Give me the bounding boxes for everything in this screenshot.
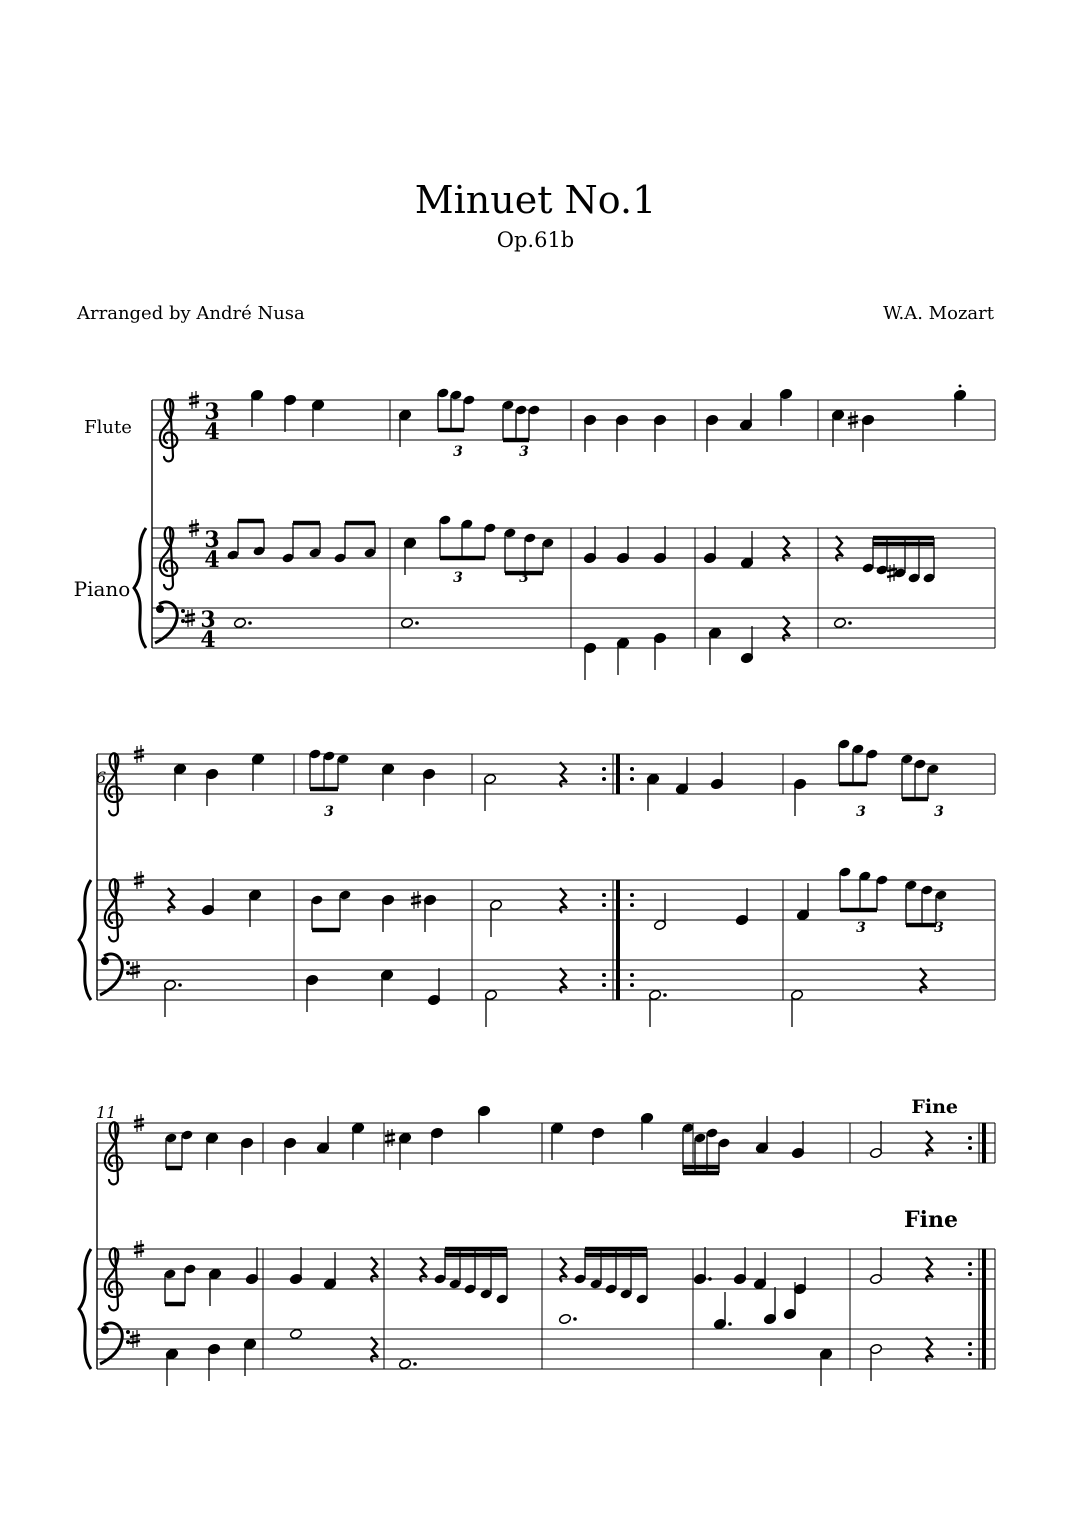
- repeat-dot: [602, 893, 606, 897]
- time-signature-bottom: 4: [204, 547, 220, 573]
- note-head: [398, 1358, 411, 1369]
- tuplet-number: 3: [856, 920, 866, 936]
- note-head: [833, 617, 846, 628]
- composer-credit: W.A. Mozart: [883, 303, 994, 324]
- repeat-dot: [630, 767, 634, 771]
- measure-number-6: 6: [96, 768, 107, 787]
- fine-marking-piano: Fine: [904, 1207, 958, 1233]
- repeat-dot: [602, 777, 606, 781]
- tuplet-number: 3: [856, 804, 866, 820]
- piano-bass-staff: [152, 608, 995, 648]
- tuplet-number: 3: [934, 804, 944, 820]
- augmentation-dot: [728, 1322, 732, 1326]
- repeat-dot: [602, 973, 606, 977]
- score-subtitle: Op.61b: [496, 228, 575, 252]
- repeat-dot: [968, 1146, 972, 1150]
- tuplet-number: 3: [453, 444, 463, 460]
- augmentation-dot: [178, 983, 182, 987]
- time-signature-top: 3: [204, 527, 220, 553]
- repeat-dot: [968, 1342, 972, 1346]
- repeat-dot: [968, 1262, 972, 1266]
- note-head: [400, 617, 413, 628]
- note-head: [233, 617, 246, 628]
- piano-treble-staff: [97, 1249, 995, 1289]
- arranger-credit: Arranged by André Nusa: [77, 303, 305, 324]
- repeat-dot: [630, 973, 634, 977]
- score-title: Minuet No.1: [414, 178, 657, 222]
- time-signature-bottom: 4: [200, 627, 216, 653]
- repeat-dot: [630, 903, 634, 907]
- piano-brace: [134, 528, 146, 648]
- piano-bass-staff: [97, 1329, 995, 1369]
- time-signature-bottom: 4: [204, 419, 220, 445]
- repeat-dot: [968, 1352, 972, 1356]
- time-signature-top: 3: [204, 399, 220, 425]
- piano-label: Piano: [73, 577, 131, 601]
- staccato-dot: [959, 385, 962, 388]
- repeat-dot: [630, 983, 634, 987]
- note-head: [558, 1313, 571, 1324]
- augmentation-dot: [413, 1362, 417, 1366]
- piano-bass-staff: [97, 960, 995, 1000]
- fine-marking-flute: Fine: [911, 1096, 958, 1118]
- flute-staff: [97, 1123, 995, 1163]
- augmentation-dot: [663, 993, 667, 997]
- augmentation-dot: [248, 621, 252, 625]
- note-head: [289, 1328, 302, 1339]
- repeat-thick-bar: [982, 1123, 986, 1163]
- tuplet-number: 3: [519, 444, 529, 460]
- augmentation-dot: [708, 1277, 712, 1281]
- flute-label: Flute: [84, 417, 132, 438]
- repeat-thick-bar: [616, 754, 620, 794]
- augmentation-dot: [415, 621, 419, 625]
- repeat-dot: [602, 903, 606, 907]
- repeat-dot: [630, 893, 634, 897]
- measure-number-11: 11: [96, 1103, 117, 1122]
- repeat-thick-bar: [616, 880, 620, 1000]
- flute-staff: [97, 754, 995, 794]
- repeat-thick-bar: [982, 1249, 986, 1369]
- time-signature-top: 3: [200, 607, 216, 633]
- tuplet-number: 3: [934, 920, 944, 936]
- tuplet-number: 3: [453, 570, 463, 586]
- augmentation-dot: [573, 1317, 577, 1321]
- repeat-dot: [602, 767, 606, 771]
- repeat-dot: [630, 777, 634, 781]
- piano-brace: [79, 880, 91, 1000]
- piano-treble-staff: [152, 528, 995, 568]
- repeat-dot: [602, 983, 606, 987]
- tuplet-number: 3: [324, 804, 334, 820]
- piano-brace: [79, 1249, 91, 1369]
- augmentation-dot: [848, 621, 852, 625]
- repeat-dot: [968, 1136, 972, 1140]
- repeat-dot: [968, 1272, 972, 1276]
- tuplet-number: 3: [519, 570, 529, 586]
- sharp-accidental: [385, 1129, 395, 1147]
